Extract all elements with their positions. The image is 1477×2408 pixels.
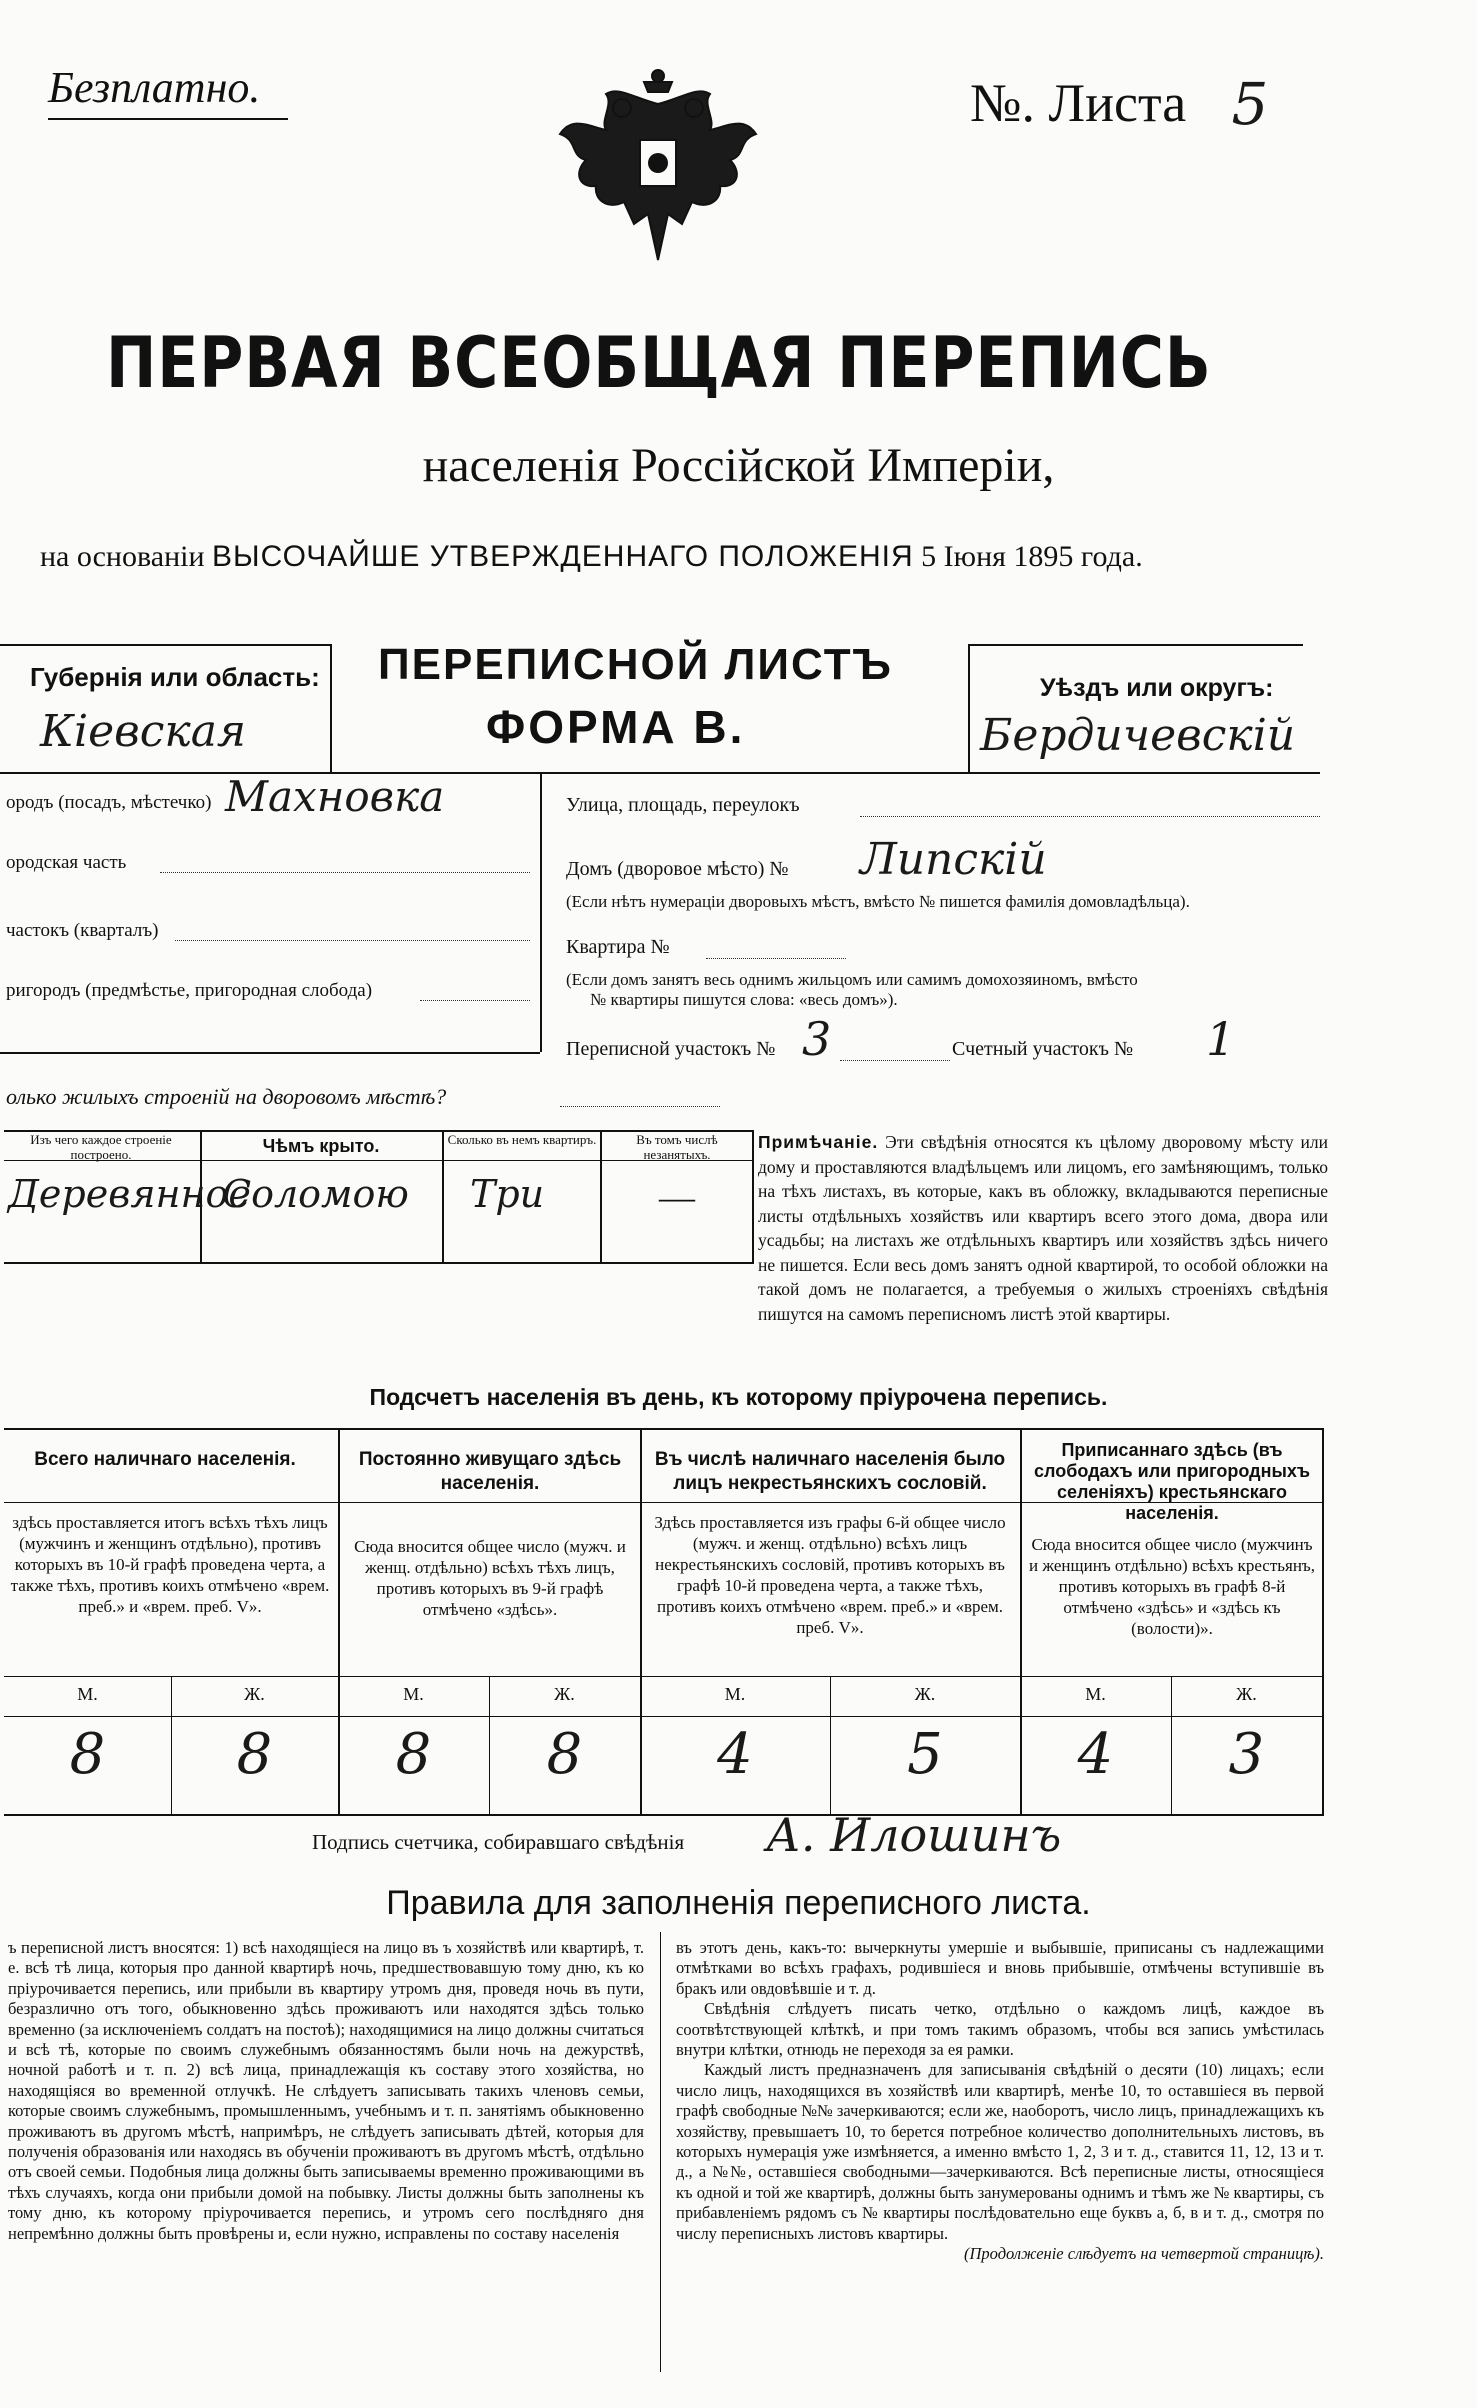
gorod-value: Махновка xyxy=(225,772,445,821)
form-title: ПЕРЕПИСНОЙ ЛИСТЪ xyxy=(378,640,893,689)
gor-chast-line xyxy=(160,872,530,873)
census-title: ПЕРВАЯ ВСЕОБЩАЯ ПЕРЕПИСЬ xyxy=(106,322,1212,404)
buildings-question: олько жилыхъ строеній на дворовомъ мѣстѣ? xyxy=(6,1084,447,1109)
buildings-material-value: Деревянное xyxy=(8,1172,251,1216)
uchastok-line xyxy=(175,940,530,941)
buildings-apartments-value: Три xyxy=(470,1172,545,1216)
buildings-col-material: Изъ чего каждое строеніе построено. xyxy=(30,1132,172,1162)
count-col2-m-value: 8 xyxy=(395,1722,432,1787)
count-col4-text: Сюда вносится общее число (мужчинъ и женщинъ отдѣльно) всѣхъ крестьянъ, противъ которыхъ въ графѣ 8-й отмѣчено «здѣсь» и «здѣсь къ (волости)». xyxy=(1029,1535,1315,1638)
note-block xyxy=(758,1130,1328,1326)
count-col1-text: здѣсь проставляется итогъ всѣхъ тѣхъ лицъ (мужчинъ и женщинъ отдѣльно), противъ которыхъ въ 10-й графѣ проведена черта, а также тѣхъ, противъ коихъ отмѣчено «врем. преб.» и «врем. преб. V». xyxy=(10,1513,330,1616)
perepisnoy-line xyxy=(840,1060,950,1061)
form-code: ФОРМА В. xyxy=(486,701,746,753)
count-col3-text: Здѣсь проставляется изъ графы 6-й общее число (мужч. и женщ. отдѣльно) всѣхъ лицъ некрестьянскихъ сословій, противъ которыхъ въ графѣ 10-й проведена черта, а также тѣхъ, противъ коихъ отмѣчено «врем. преб.» и «врем. преб. V». xyxy=(654,1513,1006,1637)
rules-right-column xyxy=(676,1938,1324,2264)
sheet-number-label: №. Листа xyxy=(970,73,1187,133)
note-title: Примѣчаніе. xyxy=(758,1132,879,1152)
perepisnoy-label: Переписной участокъ № xyxy=(566,1038,776,1060)
apt-note-1: (Если домъ занятъ весь однимъ жильцомъ или самимъ домохозяиномъ, вмѣсто xyxy=(566,970,1138,989)
rules-right-p3: Каждый листъ предназначенъ для записыванія свѣдѣній о десяти (10) лицахъ; если число лицъ, находящихся въ хозяйствѣ или квартирѣ, менѣе 10, то оставшіеся въ первой графѣ свободные №№ зачеркиваются; если же, наоборотъ, число лицъ, принадлежащихъ къ хозяйству, превышаетъ 10, то берется потребное количество дополнительныхъ листовъ, въ которыхъ нумерація уже измѣняется, а именно вмѣсто 1, 2, 3 и т. д., ставится 11, 12, 13 и т. д., а №№, оставшіеся свободными—зачеркиваются. Всѣ переписные листы, относящіеся къ одной и той же квартирѣ, должны быть занумерованы однимъ и тѣмъ же № квартиры, съ прибавленіемъ рядомъ съ № квартиры послѣдовательно еще буквъ а, б, в и т. д., смотря по числу переписныхъ листовъ квартиры. xyxy=(676,2060,1325,2243)
schetny-value: 1 xyxy=(1206,1012,1236,1066)
house-note: (Если нѣтъ нумераціи дворовыхъ мѣстъ, вмѣсто № пишется фамилія домовладѣльца). xyxy=(566,892,1190,911)
buildings-col-apartments: Сколько въ немъ квартиръ. xyxy=(447,1132,597,1147)
free-underline xyxy=(48,118,288,120)
basis-date: 5 Іюня 1895 года. xyxy=(921,540,1143,573)
uezd-value: Бердичевскій xyxy=(980,710,1296,761)
basis-prefix: на основаніи xyxy=(40,540,205,573)
perepisnoy-value: 3 xyxy=(802,1012,832,1066)
count-col2-text: Сюда вносится общее число (мужч. и женщ. отдѣльно) всѣхъ тѣхъ лицъ, противъ которыхъ въ 9-й графѣ отмѣчено «здѣсь». xyxy=(354,1537,626,1619)
apt-line xyxy=(706,958,846,959)
buildings-question-line xyxy=(560,1106,720,1107)
house-label: Домъ (дворовое мѣсто) № xyxy=(566,858,789,880)
rules-continued: (Продолженіе слѣдуетъ на четвертой страницѣ). xyxy=(964,2244,1324,2264)
buildings-col-roof: Чѣмъ крыто. xyxy=(262,1136,380,1156)
basis-line xyxy=(40,540,1143,574)
rules-right-p1: въ этотъ день, какъ-то: вычеркнуты умершіе и выбывшіе, приписаны съ надлежащими отмѣтками во всѣхъ графахъ, родившіеся и вновь прибывшіе, отмѣчены вступившіе въ бракъ или овдовѣвшіе и т. д. xyxy=(676,1938,1324,1998)
buildings-col-vacant: Въ томъ числѣ незанятыхъ. xyxy=(636,1132,718,1162)
count-col2-zh-value: 8 xyxy=(546,1722,583,1787)
count-col4-zh-label: Ж. xyxy=(1236,1684,1257,1704)
count-col3-zh-label: Ж. xyxy=(914,1684,936,1704)
count-col3-zh-value: 5 xyxy=(907,1722,943,1787)
uezd-label: Уѣздъ или округъ: xyxy=(1040,674,1274,702)
signature-value: А. Илошинъ xyxy=(766,1808,1062,1862)
count-col4-zh-value: 3 xyxy=(1228,1722,1265,1787)
count-col3-m-value: 4 xyxy=(717,1722,753,1787)
rules-title: Правила для заполненія переписного листа. xyxy=(386,1884,1091,1922)
gubernia-value: Кіевская xyxy=(40,706,247,757)
house-value: Липскій xyxy=(860,834,1047,885)
count-col2-m-label: М. xyxy=(403,1684,424,1704)
imperial-eagle-emblem-icon xyxy=(548,64,768,274)
count-col4-head: Приписаннаго здѣсь (въ слободахъ или пригородныхъ селеніяхъ) крестьянскаго населенія. xyxy=(1034,1440,1310,1523)
gubernia-label: Губернія или область: xyxy=(30,662,320,692)
count-col2-head: Постоянно живущаго здѣсь населенія. xyxy=(358,1449,622,1494)
apt-label: Квартира № xyxy=(566,936,670,958)
uchastok-label: частокъ (кварталъ) xyxy=(6,920,159,941)
count-col3-m-label: М. xyxy=(724,1684,746,1704)
free-label: Безплатно. xyxy=(48,63,261,112)
count-col2-zh-label: Ж. xyxy=(554,1684,575,1704)
count-title: Подсчетъ населенія въ день, къ которому пріурочена перепись. xyxy=(369,1384,1108,1410)
buildings-roof-value: Соломою xyxy=(222,1172,409,1216)
prigorod-label: ригородъ (предмѣстье, пригородная слобода) xyxy=(6,980,373,1001)
sheet-number-value: 5 xyxy=(1231,70,1269,138)
street-line xyxy=(860,816,1320,817)
count-col3-head: Въ числѣ наличнаго населенія было лицъ некрестьянскихъ сословій. xyxy=(654,1449,1006,1494)
count-col4-m-label: М. xyxy=(1085,1684,1106,1704)
census-subtitle: населенія Россійской Имперіи, xyxy=(422,439,1055,492)
buildings-vacant-value: — xyxy=(659,1177,695,1217)
signature-label: Подпись счетчика, собиравшаго свѣдѣнія xyxy=(312,1830,685,1854)
count-col1-head: Всего наличнаго населенія. xyxy=(34,1449,296,1470)
count-col1-m-value: 8 xyxy=(69,1722,106,1787)
prigorod-line xyxy=(420,1000,530,1001)
rules-left-column: ъ переписной листъ вносятся: 1) всѣ находящіеся на лицо въ ъ хозяйствѣ или квартирѣ, т. е. всѣ тѣ лица, которыя про данной квартирѣ ночь, предшествовавшую тому дню, къ ко пріурочивается перепись, или прибыли въ квартиру утромъ дня, проведя ночь въ пути, безразлично отъ того, обыкновенно здѣсь проживаютъ или находятся здѣсь только временно (за исключеніемъ солдатъ на постоѣ); находящимися на лицо должны считаться и всѣ тѣ, которые по своимъ служебнымъ обязанностямъ были ночь на дежурствѣ, ночной работѣ и т. п. 2) всѣ лица, принадлежащія къ составу этого хозяйства, но находящіяся во временной отлучкѣ. Не слѣдуетъ записывать такихъ членовъ семьи, которые своимъ служебнымъ, промышленнымъ, учебнымъ и т. п. занятіямъ обыкновенно проживаютъ въ другомъ мѣстѣ, напримѣръ, не слѣдуетъ записывать дѣтей, которыя для полученія образованія или находясь въ обученіи проживаютъ въ другомъ мѣстѣ, отдѣльно отъ своей семьи. Подобныя лица должны быть записываемы временно проживающими въ тѣхъ случаяхъ, когда они прибыли домой на побывку. Листы должны быть заполнены къ тому дню, къ которому пріурочивается перепись, и утромъ сего послѣдняго дня непремѣнно должны быть провѣрены и, если нужно, исправлены по составу населенія xyxy=(8,1938,644,2243)
street-label: Улица, площадь, переулокъ xyxy=(566,794,800,816)
count-col1-zh-label: Ж. xyxy=(244,1684,265,1704)
note-text: Эти свѣдѣнія относятся къ цѣлому дворовому мѣсту или дому и проставляются владѣльцемъ или лицомъ, его замѣняющимъ, только на тѣхъ листахъ, въ которые, какъ въ обложку, вкладываются переписные листы отдѣльныхъ хозяйствъ или квартиръ всего этого дома, двора или усадьбы; на листахъ же отдѣльныхъ квартиръ или хозяйствъ здѣсь ничего не пишется. Если весь домъ занятъ одной квартирой, то особой обложки на такой домъ не полагается, а требуемыя о жилыхъ строеніяхъ свѣдѣнія пишутся на самомъ переписномъ листѣ этой квартиры. xyxy=(758,1132,1329,1324)
basis-caps: ВЫСОЧАЙШЕ УТВЕРЖДЕННАГО ПОЛОЖЕНІЯ xyxy=(212,540,914,573)
count-col1-m-label: М. xyxy=(77,1684,98,1704)
count-col4-m-value: 4 xyxy=(1077,1722,1114,1787)
count-col1-zh-value: 8 xyxy=(236,1722,273,1787)
schetny-label: Счетный участокъ № xyxy=(952,1038,1134,1060)
apt-note-2: № квартиры пишутся слова: «весь домъ»). xyxy=(590,990,898,1009)
gorod-label: ородъ (посадъ, мѣстечко) xyxy=(6,792,212,813)
rules-right-p2: Свѣдѣнія слѣдуетъ писать четко, отдѣльно о каждомъ лицѣ, каждое въ соотвѣтствующей клѣткѣ, и при томъ такимъ образомъ, чтобы вся запись умѣстилась внутри клѣтки, отнюдь не переходя за ея рамки. xyxy=(676,1999,1324,2060)
gor-chast-label: ородская часть xyxy=(6,852,127,873)
